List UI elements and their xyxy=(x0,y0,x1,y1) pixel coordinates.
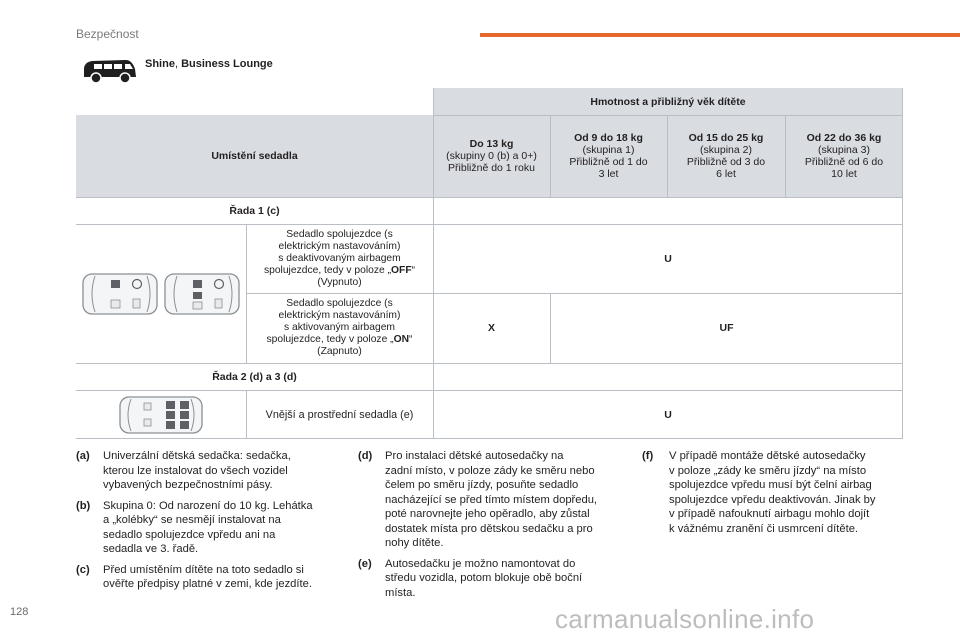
group-header: Hmotnost a přibližný věk dítěte xyxy=(433,88,903,115)
seat-desc-airbag-off: Sedadlo spolujezdce (s elektrickým nastavováním) s deaktivovaným airbagem spolujezdce, tedy v poloze „OFF“ (Vypnuto) xyxy=(263,228,416,288)
seat-header: Umístění sedadla xyxy=(76,115,433,197)
accent-bar xyxy=(480,33,960,37)
column-header-2: Od 9 do 18 kg (skupina 1) Přibližně od 1 do 3 let xyxy=(550,115,667,197)
note-a: (a) Univerzální dětská sedačka: sedačka, kterou lze instalovat do všech vozidel vybavených bezpečnostními pásy. xyxy=(76,450,291,491)
row1-heading: Řada 1 (c) xyxy=(229,204,280,217)
note-c: (c) Před umístěním dítěte na toto sedadlo si ověřte předpisy platné v zemi, kde jezdíte. xyxy=(76,563,312,590)
column-header-1: Do 13 kg (skupiny 0 (b) a 0+) Přibližně do 1 roku xyxy=(433,115,550,197)
value-airbag-on-groups123: UF xyxy=(719,322,734,334)
note-b: (b) Skupina 0: Od narození do 10 kg. Lehátka a „kolébky“ se nesmějí instalovat na sedadlo spolujezdce vpředu ani na sedadla ve 3. řadě. xyxy=(76,499,313,555)
child-seat-table xyxy=(76,88,903,439)
note-e: (e) Autosedačku je možno namontovat do středu vozidla, potom blokuje obě boční místa. xyxy=(358,557,583,599)
column-header-3: Od 15 do 25 kg (skupina 2) Přibližně od 3 do 6 let xyxy=(667,115,785,197)
notes-column-2 xyxy=(358,449,628,606)
value-rear: U xyxy=(664,408,672,421)
value-airbag-on-group0: X xyxy=(487,322,495,334)
front-seats-diagram-icon xyxy=(76,224,246,363)
notes-column-3 xyxy=(642,449,907,542)
section-title: Bezpečnost xyxy=(76,27,139,41)
page-number: 128 xyxy=(10,606,29,618)
notes-column-1 xyxy=(76,449,346,598)
version-label: Shine, Business Lounge xyxy=(145,58,273,70)
van-icon xyxy=(80,56,138,86)
seat-desc-airbag-on: Sedadlo spolujezdce (s elektrickým nastavováním) s aktivovaným airbagem spolujezdce, tedy v poloze „ON“ (Zapnuto) xyxy=(266,298,413,357)
note-d: (d) Pro instalaci dětské autosedačky na zadní místo, v poloze zády ke směru nebo čelem po směru jízdy, posuňte sedadlo nacházející se před tímto místem dopředu, poté narovnejte jeho opěradlo, aby zůstal dostatek místa pro dětskou sedačku a pro nohy dítěte. xyxy=(358,450,598,549)
note-f: (f) V případě montáže dětské autosedačky v poloze „zády ke směru jízdy“ na místo spolujezdce vpředu musí být čelní airbag spolujezdce vpředu deaktivován. Jinak by v případě nafouknutí airbagu mohlo dojít k vážnému zranění či usmrcení dítěte. xyxy=(642,450,876,535)
seat-desc-rear: Vnější a prostřední sedadla (e) xyxy=(265,408,414,421)
value-airbag-off: U xyxy=(664,252,672,265)
row2-heading: Řada 2 (d) a 3 (d) xyxy=(212,370,297,383)
column-header-4: Od 22 do 36 kg (skupina 3) Přibližně od 6 do 10 let xyxy=(785,115,903,197)
watermark: carmanualsonline.info xyxy=(555,604,815,634)
rear-seats-diagram-icon xyxy=(76,390,246,439)
